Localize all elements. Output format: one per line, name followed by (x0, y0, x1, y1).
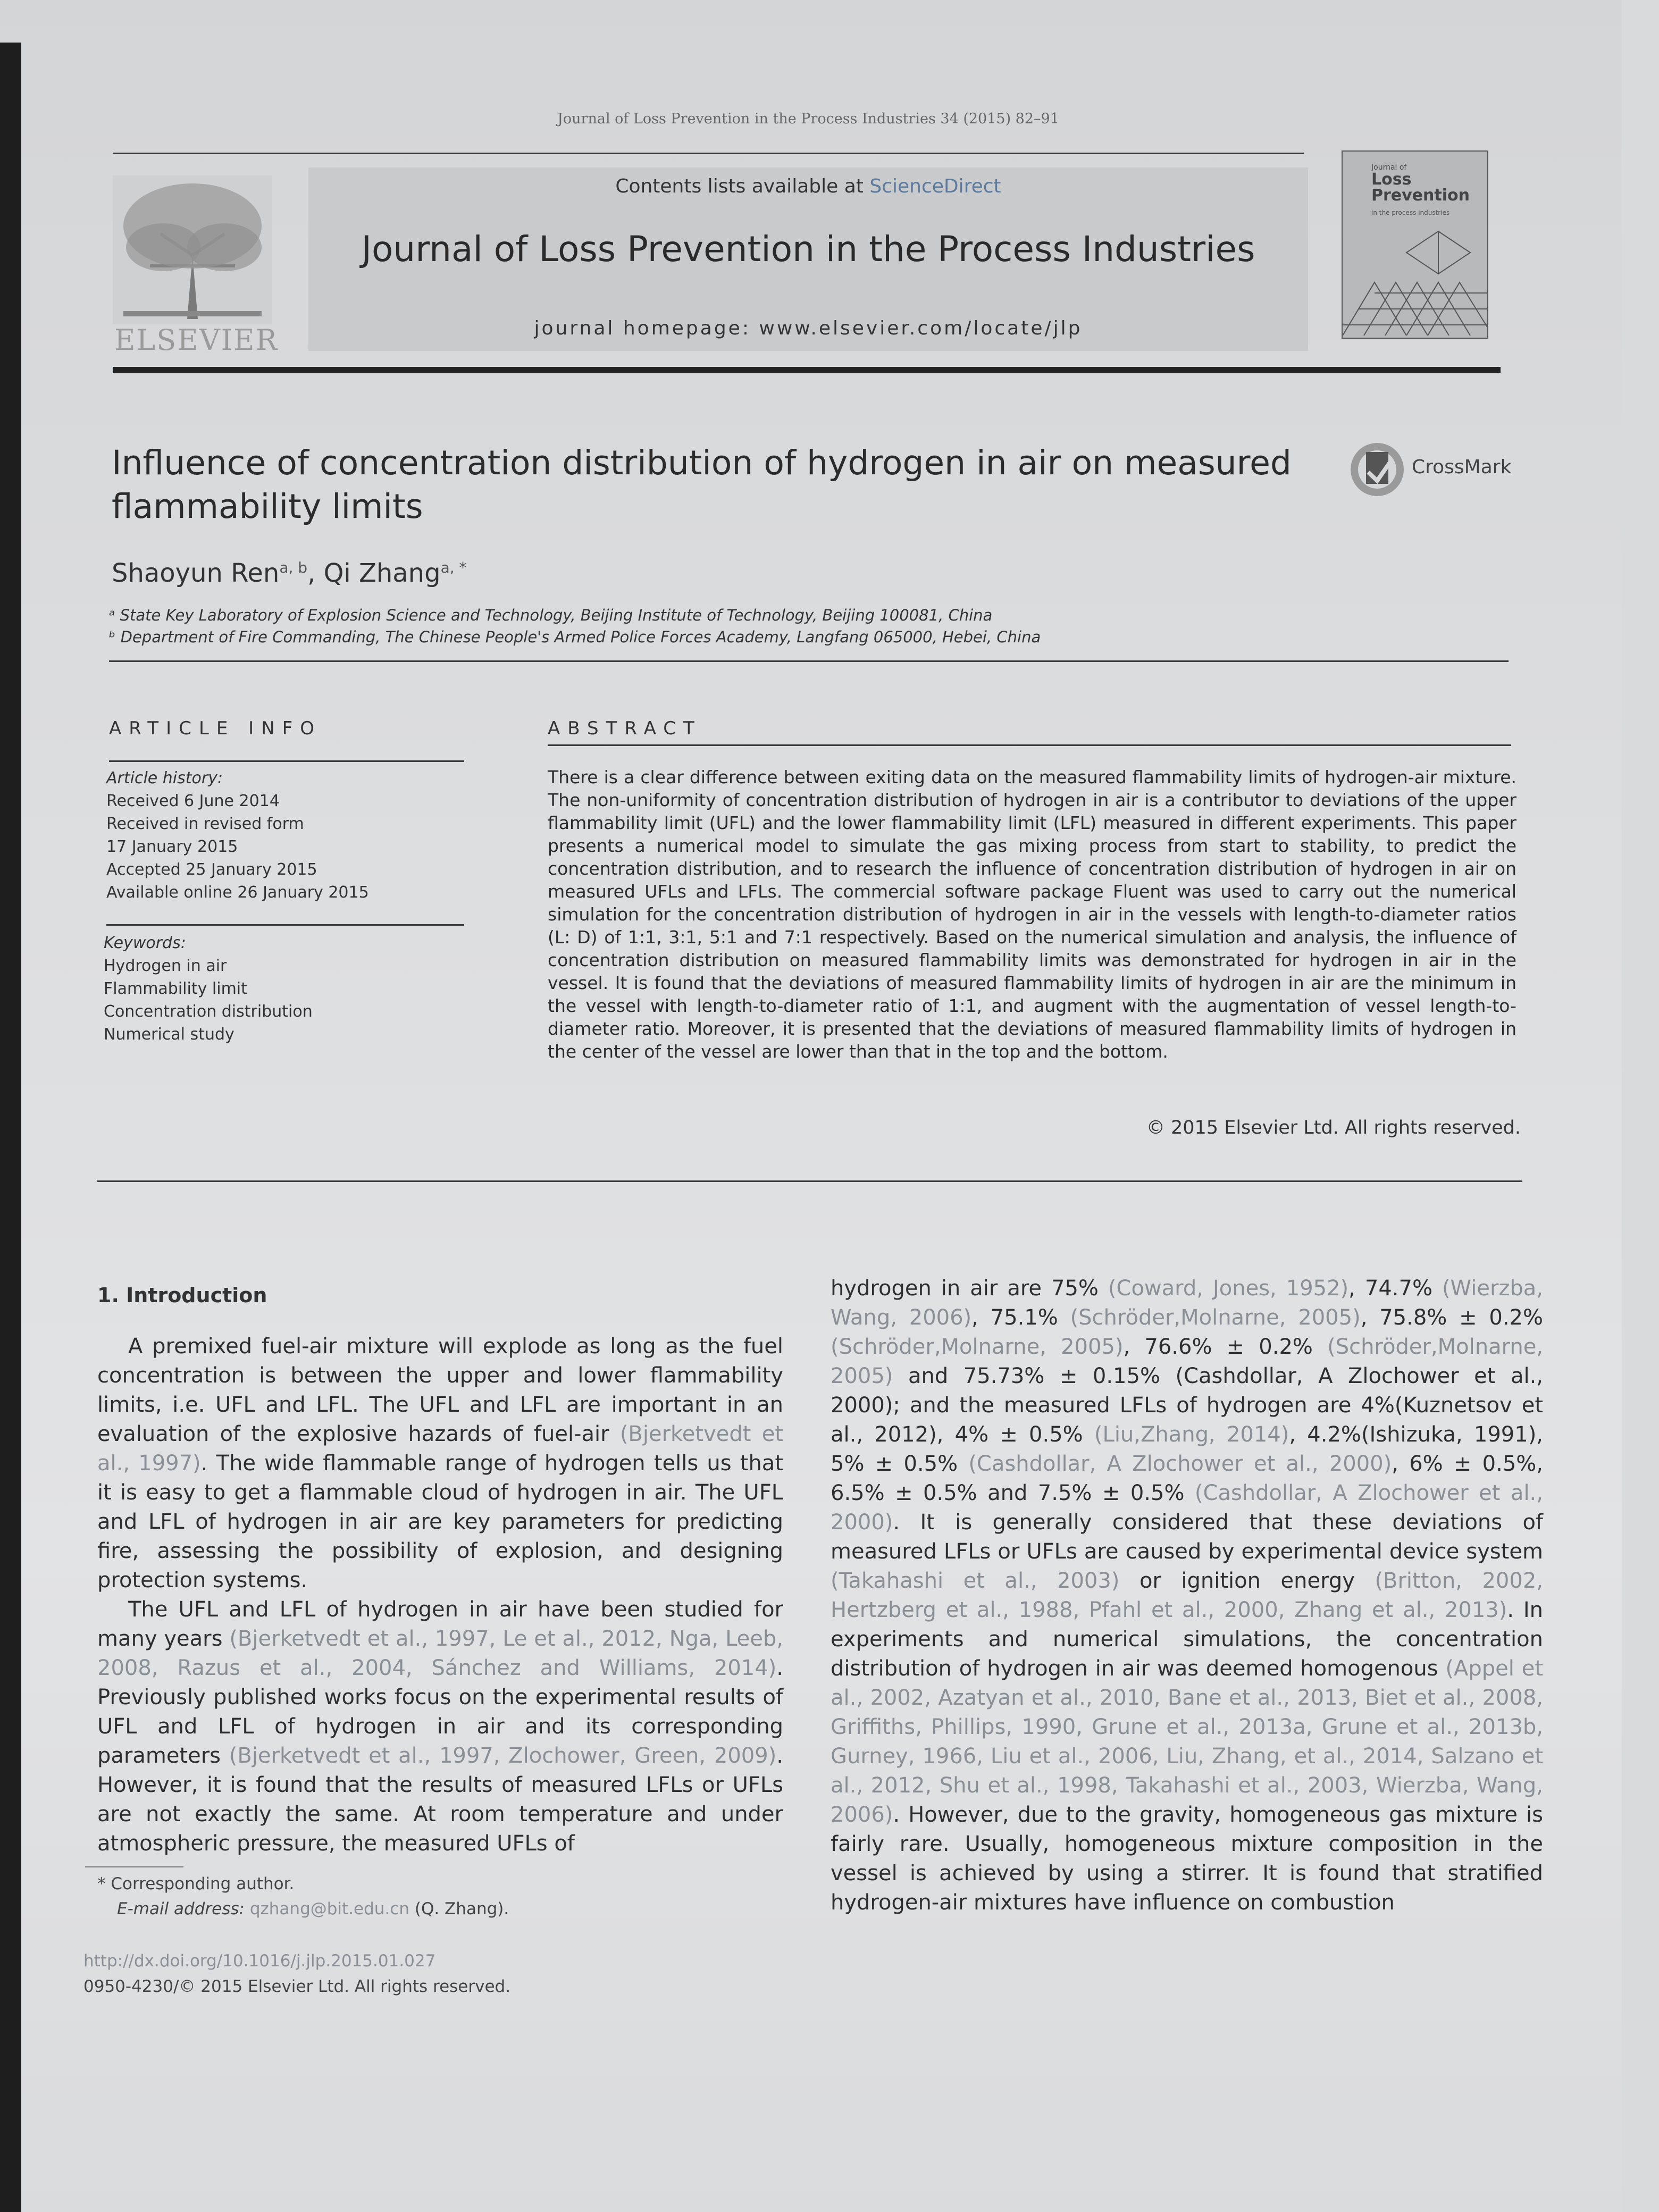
cover-title-line2: Prevention (1371, 186, 1470, 205)
abstract-heading: ABSTRACT (548, 718, 702, 739)
crossmark-icon[interactable] (1348, 440, 1406, 499)
text-run: and 75.73% ± 0.15% (Cashdollar, A Zlochower et al., 2000); and the measured LFLs of hydrogen are 4%(Kuznetsov et al., 2012), 4% ± 0.5% (831, 1364, 1543, 1447)
text-run: . However, it is found that the results of measured LFLs or UFLs are not exactly the same. At room temperature and under atmospheric pressure, the measured UFLs of (97, 1744, 783, 1856)
text-run: , 74.7% (1348, 1276, 1442, 1301)
author-name: Shaoyun Ren (112, 558, 280, 588)
citation-link[interactable]: (Cashdollar, A Zlochower et al., 2000) (831, 1481, 1543, 1535)
affiliation-rule (109, 660, 1509, 662)
author-separator: , (307, 558, 324, 588)
contents-prefix: Contents lists available at (615, 175, 870, 197)
doi-link[interactable]: http://dx.doi.org/10.1016/j.jlp.2015.01.027 (83, 1951, 436, 1971)
introduction-heading: 1. Introduction (97, 1284, 267, 1307)
corresponding-author-note: * Corresponding author. (97, 1874, 295, 1893)
cover-subtitle: in the process industries (1371, 209, 1450, 216)
keyword-item: Hydrogen in air (104, 957, 227, 975)
page-edge-shadow (0, 43, 21, 2212)
citation-link[interactable]: (Bjerketvedt et al., 1997) (97, 1422, 783, 1476)
text-run: A premixed fuel-air mixture will explode as long as the fuel concentration is between the upper and lower flammability limits, i.e. UFL and LFL. The UFL and LFL are important in an evaluation of the explosive hazards of fuel-air (97, 1334, 783, 1446)
history-item: Received in revised form (106, 815, 304, 833)
elsevier-tree-logo (113, 175, 272, 324)
text-run: The UFL and LFL of hydrogen in air have been studied for many years (97, 1597, 783, 1651)
keyword-item: Flammability limit (104, 979, 247, 998)
text-run: . In experiments and numerical simulations, the concentration distribution of hydrogen in air was deemed homogenous (831, 1598, 1544, 1681)
cover-title (1371, 172, 1470, 204)
citation-link[interactable]: (Britton, 2002, Hertzberg et al., 1988, Pfahl et al., 2000, Zhang et al., 2013) (831, 1569, 1543, 1622)
journal-cover-thumbnail (1342, 150, 1488, 339)
affiliation-a: ᵃ State Key Laboratory of Explosion Science and Technology, Beijing Institute of Technology, Beijing 100081, China (109, 606, 993, 624)
body-right-column (831, 1274, 1543, 1917)
email-line (117, 1899, 509, 1918)
text-run: , 75.1% (971, 1305, 1070, 1330)
text-run: . The wide flammable range of hydrogen tells us that it is easy to get a flammable cloud of hydrogen in air. The UFL and LFL of hydrogen in air are key parameters for predicting fire, assessing the possibility of explosion, and designing protection systems. (97, 1451, 783, 1593)
citation-link[interactable]: (Liu,Zhang, 2014) (1094, 1422, 1289, 1447)
affiliation-b: ᵇ Department of Fire Commanding, The Chinese People's Armed Police Forces Academy, Langfang 065000, Hebei, China (109, 628, 1041, 646)
abstract-rule (548, 744, 1511, 746)
intro-paragraph-1 (97, 1332, 783, 1595)
contents-line (308, 175, 1308, 197)
journal-title: Journal of Loss Prevention in the Process Industries (361, 229, 1255, 270)
text-run: . Previously published works focus on the experimental results of UFL and LFL of hydrogen in air and its corresponding parameters (97, 1656, 783, 1768)
cover-title-line1: Loss (1371, 170, 1412, 189)
abstract-text: There is a clear difference between exiting data on the measured flammability limits of hydrogen-air mixture. The non-uniformity of concentration distribution of hydrogen in air is a contributor to deviations of the upper flammability limit (UFL) and the lower flammability limit (LFL) measured in different experiments. This paper presents a numerical model to simulate the gas mixing process from start to stability, to predict the concentration distribution, and to research the influence of concentration distribution of hydrogen in air on measured UFLs and LFLs. The commercial software package Fluent was used to carry out the numerical simulation for the concentration distribution of hydrogen in air in the vessels with length-to-diameter ratios (L: D) of 1:1, 3:1, 5:1 and 7:1 respectively. Based on the numerical simulation and analysis, the influence of concentration distribution on measured flammability limits was demonstrated for hydrogen in air in the vessel. It is found that the deviations of measured flammability limits of hydrogen in air are the minimum in the vessel with length-to-diameter ratio of 1:1, and augment with the augmentation of vessel length-to-diameter ratio. Moreover, it is presented that the deviations of measured flammability limits of hydrogen in the center of the vessel are lower than that in the top and the bottom. (548, 767, 1516, 1062)
header-rule (113, 153, 1304, 154)
page-right-edge (1622, 0, 1659, 2212)
journal-homepage[interactable]: journal homepage: www.elsevier.com/locate/jlp (534, 317, 1083, 339)
intro-paragraph-continued (831, 1274, 1543, 1917)
text-run: , 75.8% ± 0.2% (1360, 1305, 1544, 1330)
history-item: Available online 26 January 2015 (106, 883, 369, 902)
cover-small-text: Journal of (1371, 163, 1407, 172)
citation-link[interactable]: (Takahashi et al., 2003) (831, 1569, 1120, 1593)
history-item: Accepted 25 January 2015 (106, 860, 317, 879)
text-run: or ignition energy (1119, 1569, 1375, 1593)
author-affil-marks: a, * (440, 559, 467, 576)
citation-link[interactable]: (Wierzba, Wang, 2006) (831, 1276, 1544, 1330)
body-left-column (97, 1332, 783, 1858)
keywords-rule (106, 924, 464, 926)
sciencedirect-link[interactable]: ScienceDirect (869, 175, 1001, 197)
citation-link[interactable]: (Bjerketvedt et al., 1997, Zlochower, Green, 2009) (229, 1744, 777, 1768)
footnote-rule (85, 1866, 183, 1867)
text-run: , 6% ± 0.5%, 6.5% ± 0.5% and 7.5% ± 0.5% (831, 1452, 1543, 1505)
keyword-item: Concentration distribution (104, 1002, 313, 1021)
article-title: Influence of concentration distribution of hydrogen in air on measured flammability limits (112, 443, 1292, 526)
author-name: Qi Zhang (323, 558, 441, 588)
citation-link[interactable]: (Cashdollar, A Zlochower et al., 2000) (968, 1452, 1392, 1476)
author-list (112, 558, 467, 588)
article-info-rule (109, 760, 464, 762)
citation-link[interactable]: (Coward, Jones, 1952) (1108, 1276, 1349, 1301)
text-run: , 4.2%(Ishizuka, 1991), 5% ± 0.5% (831, 1422, 1544, 1476)
history-item: Received 6 June 2014 (106, 792, 280, 810)
masthead-thick-rule (113, 367, 1501, 373)
issn-copyright: 0950-4230/© 2015 Elsevier Ltd. All rights reserved. (83, 1977, 511, 1996)
citation-link[interactable]: (Schröder,Molnarne, 2005) (831, 1335, 1544, 1388)
citation-link[interactable]: (Bjerketvedt et al., 1997, Le et al., 2012, Nga, Leeb, 2008, Razus et al., 2004, Sánchez and Williams, 2014) (97, 1627, 784, 1680)
cover-pattern (1343, 231, 1487, 336)
history-item: 17 January 2015 (106, 837, 238, 856)
email-owner: (Q. Zhang). (409, 1899, 509, 1918)
running-head: Journal of Loss Prevention in the Process Industries 34 (2015) 82–91 (557, 111, 1059, 127)
email-link[interactable]: qzhang@bit.edu.cn (249, 1899, 409, 1918)
citation-link[interactable]: (Schröder,Molnarne, 2005) (831, 1335, 1124, 1359)
abstract-copyright: © 2015 Elsevier Ltd. All rights reserved. (1146, 1117, 1521, 1138)
citation-link[interactable]: (Schröder,Molnarne, 2005) (1070, 1305, 1361, 1330)
keywords-label: Keywords: (104, 934, 186, 952)
crossmark-label: CrossMark (1412, 456, 1512, 478)
keyword-item: Numerical study (104, 1025, 234, 1044)
front-matter-rule (97, 1180, 1522, 1182)
elsevier-wordmark: ELSEVIER (114, 323, 279, 357)
text-run: . However, due to the gravity, homogeneous gas mixture is fairly rare. Usually, homogeneous mixture composition in the vessel is achieved by using a stirrer. It is found that stratified hydrogen-air mixtures have influence on combustion (831, 1803, 1543, 1915)
history-label: Article history: (106, 769, 223, 787)
citation-link[interactable]: (Appel et al., 2002, Azatyan et al., 2010, Bane et al., 2013, Biet et al., 2008, Griffiths, Phillips, 1990, Grune et al., 2013a, Grune et al., 2013b, Gurney, 1966, Liu et al., 2006, Liu, Zhang, et al., 2014, Salzano et al., 2012, Shu et al., 1998, Takahashi et al., 2003, Wierzba, Wang, 2006) (831, 1656, 1544, 1827)
article-info-heading: ARTICLE INFO (109, 718, 322, 739)
email-label: E-mail address: (117, 1899, 245, 1918)
keywords-block (104, 932, 465, 1046)
article-history (106, 767, 468, 904)
text-run: , 76.6% ± 0.2% (1123, 1335, 1328, 1359)
text-run: hydrogen in air are 75% (831, 1276, 1108, 1301)
intro-paragraph-2 (97, 1595, 783, 1858)
text-run: . It is generally considered that these deviations of measured LFLs or UFLs are caused by experimental device system (831, 1510, 1543, 1564)
author-affil-marks: a, b (279, 559, 308, 576)
